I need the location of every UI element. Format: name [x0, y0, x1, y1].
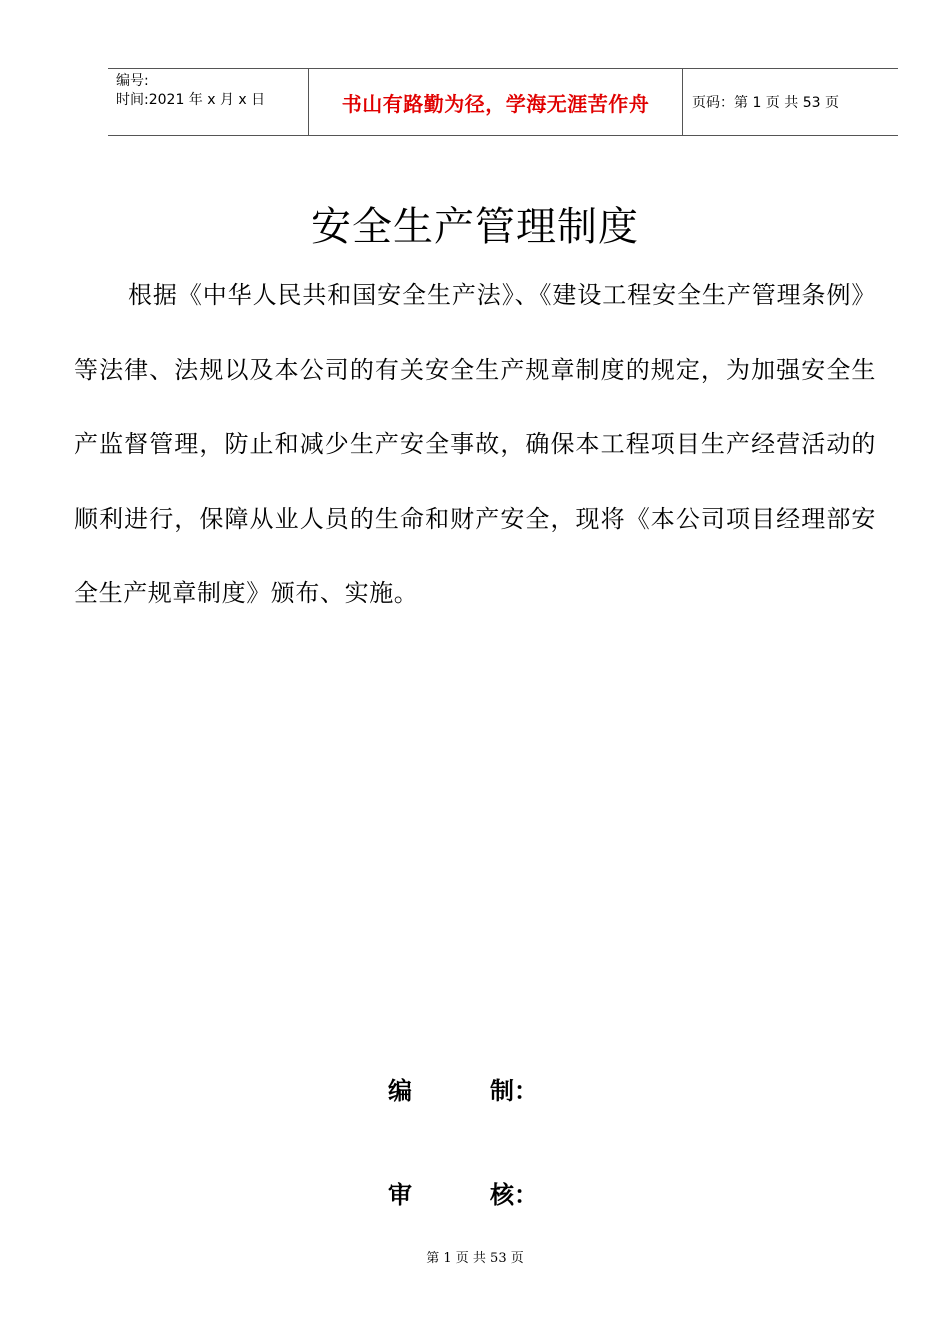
document-number-label: 编号: — [116, 73, 149, 89]
body-paragraph: 根据《中华人民共和国安全生产法》、《建设工程安全生产管理条例》等法律、法规以及本公司的有关安全生产规章制度的规定，为加强安全生产监督管理，防止和减少生产安全事故，确保本工程项目生产经营活动的顺利进行，保障从业人员的生命和财产安全，现将《本公司项目经理部安全生产规章制度》颁布、实施。 — [74, 281, 876, 607]
header-page-info: 页码：第 1 页 共 53 页 — [692, 95, 839, 111]
page-footer: 第 1 页 共 53 页 — [426, 1251, 524, 1266]
signature-reviewed-by — [388, 1175, 538, 1210]
signature-reviewed-char1: 审 — [388, 1181, 412, 1209]
signature-compiled-char2: 制： — [490, 1077, 538, 1105]
signature-reviewed-char2: 核： — [490, 1181, 538, 1209]
page-header — [108, 68, 898, 136]
signature-compiled-by — [388, 1071, 538, 1106]
header-motto: 书山有路勤为径，学海无涯苦作舟 — [309, 69, 683, 135]
header-meta — [108, 69, 309, 135]
signature-compiled-char1: 编 — [388, 1077, 412, 1105]
document-time-label: 时间:2021 年 x 月 x 日 — [116, 92, 266, 108]
document-title: 安全生产管理制度 — [311, 204, 639, 250]
